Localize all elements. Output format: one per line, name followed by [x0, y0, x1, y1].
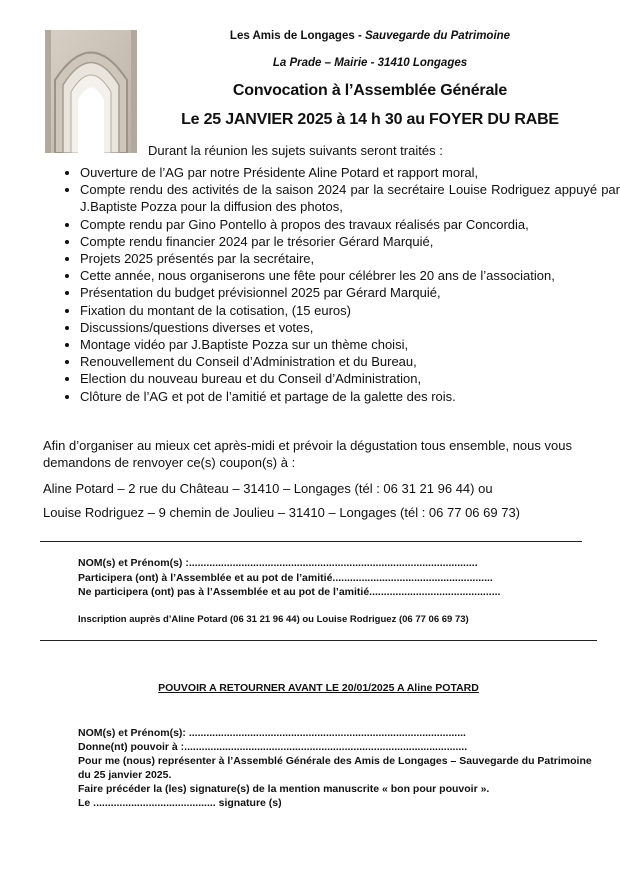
- document-title: Convocation à l’Assemblée Générale: [232, 82, 508, 99]
- divider: [40, 640, 597, 641]
- organization-address: La Prade – Mairie - 31410 Longages: [272, 57, 468, 69]
- registration-contact-note: Inscription auprès d’Aline Potard (06 31 21 96 44) ou Louise Rodriguez (06 77 06 69 73): [78, 614, 469, 625]
- list-item: • Cette année, nous organiserons une fête pour célébrer les 20 ans de l’association,: [80, 267, 620, 284]
- return-coupon-paragraph: Afin d’organiser au mieux cet après-midi et prévoir la dégustation tous ensemble, nous vous demandons de renvoyer ce(s) coupon(s) à :: [43, 438, 572, 470]
- proxy-name-field: NOM(s) et Prénom(s): ...............................................................................................: [78, 727, 466, 739]
- list-item: • Compte rendu par Gino Pontello à propos des travaux réalisés par Concordia,: [80, 216, 620, 233]
- list-item: • Compte rendu des activités de la saison 2024 par la secrétaire Louise Rodriguez appuyé par J.Baptiste Pozza pour la diffusion des photos,: [80, 181, 620, 215]
- contact-address-louise: Louise Rodriguez – 9 chemin de Joulieu – 31410 – Longages (tél : 06 77 06 69 73): [43, 505, 521, 520]
- list-item: • Fixation du montant de la cotisation, (15 euros): [80, 302, 620, 319]
- agenda-intro: Durant la réunion les sujets suivants seront traités :: [148, 143, 443, 158]
- meeting-date-location: Le 25 JANVIER 2025 à 14 h 30 au FOYER DU RABE: [181, 111, 559, 128]
- proxy-representation-text: Pour me (nous) représenter à l’Assemblé Générale des Amis de Longages – Sauvegarde du Patrimoine du 25 janvier 2025.: [78, 755, 592, 781]
- coupon-attend-field: Participera (ont) à l’Assemblée et au pot de l’amitié.......................................................: [78, 572, 493, 584]
- list-item: • Election du nouveau bureau et du Conseil d’Administration,: [80, 370, 620, 387]
- proxy-heading: POUVOIR A RETOURNER AVANT LE 20/01/2025 A Aline POTARD: [158, 682, 479, 694]
- church-arch-photo: [45, 30, 137, 153]
- list-item: • Compte rendu financier 2024 par le trésorier Gérard Marquié,: [80, 233, 620, 250]
- list-item: • Présentation du budget prévisionnel 2025 par Gérard Marquié,: [80, 284, 620, 301]
- contact-address-aline: Aline Potard – 2 rue du Château – 31410 – Longages (tél : 06 31 21 96 44) ou: [43, 481, 493, 496]
- list-item: • Montage vidéo par J.Baptiste Pozza sur un thème choisi,: [80, 336, 620, 353]
- list-item: • Clôture de l’AG et pot de l’amitié et partage de la galette des rois.: [80, 388, 620, 405]
- signature-instruction: Faire précéder la (les) signature(s) de la mention manuscrite « bon pour pouvoir ».: [78, 783, 490, 795]
- coupon-name-field: NOM(s) et Prénom(s) :...................................................................................................: [78, 557, 478, 569]
- organization-subtitle: Sauvegarde du Patrimoine: [364, 30, 511, 42]
- proxy-given-to-field: Donne(nt) pouvoir à :.................................................................................................: [78, 741, 468, 753]
- list-item: • Ouverture de l’AG par notre Présidente Aline Potard et rapport moral,: [80, 164, 620, 181]
- divider: [40, 541, 582, 542]
- date-signature-field: Le .......................................... signature (s): [78, 797, 282, 809]
- list-item: • Discussions/questions diverses et votes,: [80, 319, 620, 336]
- list-item: • Renouvellement du Conseil d’Administration et du Bureau,: [80, 353, 620, 370]
- list-item: • Projets 2025 présentés par la secrétaire,: [80, 250, 620, 267]
- organization-name: Les Amis de Longages - Sauvegarde du Patrimoine: [229, 30, 511, 42]
- coupon-not-attend-field: Ne participera (ont) pas à l’Assemblée et au pot de l’amitié.............................................: [78, 586, 501, 598]
- agenda-list: [58, 164, 620, 405]
